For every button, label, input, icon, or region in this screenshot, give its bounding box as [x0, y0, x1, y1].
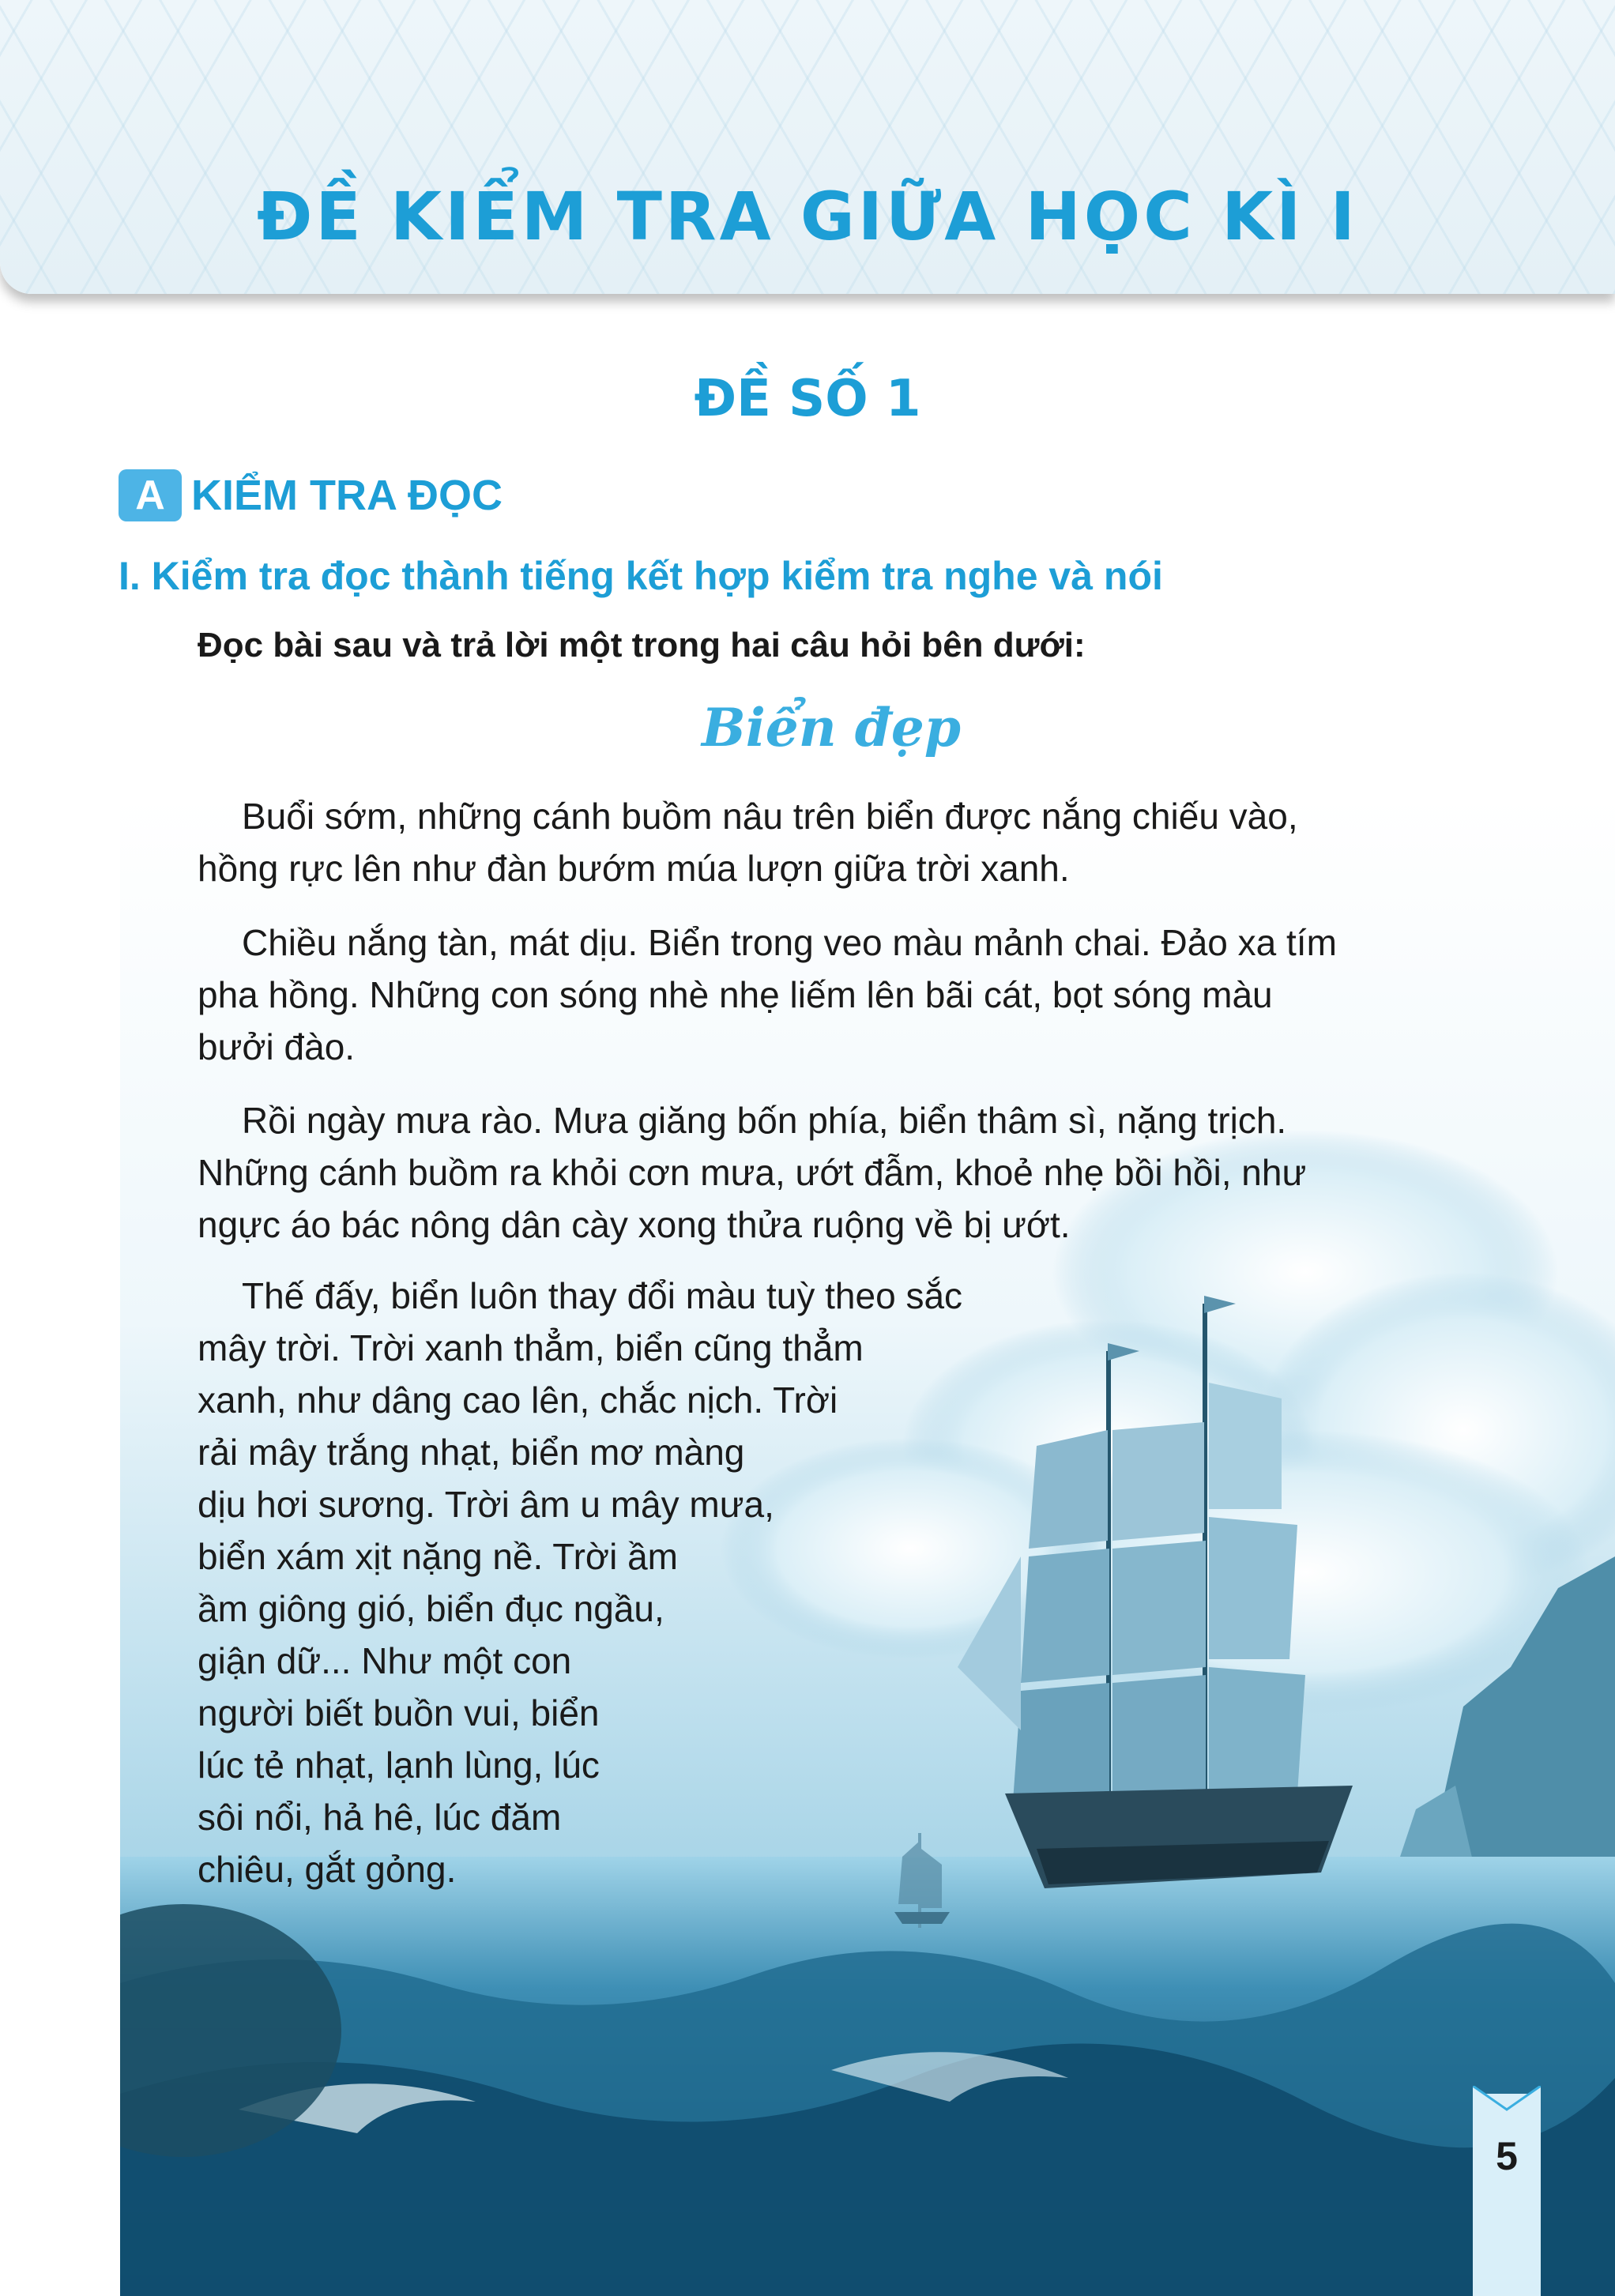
- text-line: Thế đấy, biển luôn thay đổi màu tuỳ theo sắc: [242, 1275, 963, 1316]
- paragraph-2: [198, 917, 1462, 1073]
- text-line: ngực áo bác nông dân cày xong thửa ruộng về bị ướt.: [198, 1204, 1071, 1245]
- exam-number: ĐỀ SỐ 1: [694, 370, 921, 428]
- paragraph-1: [198, 790, 1462, 894]
- text-line: rải mây trắng nhạt, biển mơ màng: [198, 1432, 745, 1473]
- text-line: biển xám xịt nặng nề. Trời ầm: [198, 1536, 678, 1577]
- section-a-heading: [119, 469, 503, 521]
- part-heading: I. Kiểm tra đọc thành tiếng kết hợp kiểm tra nghe và nói: [119, 554, 1163, 598]
- text-line: bưởi đào.: [198, 1026, 356, 1067]
- text-line: pha hồng. Những con sóng nhè nhẹ liếm lên bãi cát, bọt sóng màu: [198, 974, 1273, 1015]
- text-line: Buổi sớm, những cánh buồm nâu trên biển được nắng chiếu vào,: [242, 796, 1298, 837]
- section-badge: A: [119, 469, 182, 521]
- text-line: giận dữ... Như một con: [198, 1640, 572, 1681]
- text-line: Rồi ngày mưa rào. Mưa giăng bốn phía, biển thâm sì, nặng trịch.: [242, 1100, 1287, 1141]
- page-number: 5: [1496, 2134, 1518, 2178]
- text-line: Chiều nắng tàn, mát dịu. Biển trong veo màu mảnh chai. Đảo xa tím: [242, 922, 1337, 963]
- page-tab-notch: [1473, 2086, 1541, 2117]
- text-line: xanh, như dâng cao lên, chắc nịch. Trời: [198, 1379, 838, 1421]
- text-line: ầm giông gió, biển đục ngầu,: [198, 1588, 664, 1629]
- reading-title: Biển đẹp: [701, 697, 962, 758]
- text-line: Những cánh buồm ra khỏi cơn mưa, ướt đẫm, khoẻ nhẹ bồi hồi, như: [198, 1152, 1307, 1193]
- page-number-tab: [1473, 2094, 1541, 2296]
- text-line: chiêu, gắt gỏng.: [198, 1849, 457, 1890]
- header-band: [0, 0, 1615, 294]
- text-line: dịu hơi sương. Trời âm u mây mưa,: [198, 1484, 774, 1525]
- paragraph-3: [198, 1094, 1462, 1251]
- paragraph-4: [198, 1270, 1067, 1895]
- text-line: mây trời. Trời xanh thẳm, biển cũng thẳm: [198, 1327, 864, 1368]
- text-line: hồng rực lên như đàn bướm múa lượn giữa trời xanh.: [198, 848, 1070, 889]
- page-title: ĐỀ KIỂM TRA GIỮA HỌC KÌ I: [257, 178, 1358, 255]
- text-line: người biết buồn vui, biển: [198, 1692, 600, 1733]
- text-line: sôi nổi, hả hê, lúc đăm: [198, 1797, 562, 1838]
- section-title: KIỂM TRA ĐỌC: [191, 472, 503, 519]
- instruction-text: Đọc bài sau và trả lời một trong hai câu hỏi bên dưới:: [198, 626, 1086, 664]
- text-line: lúc tẻ nhạt, lạnh lùng, lúc: [198, 1745, 600, 1786]
